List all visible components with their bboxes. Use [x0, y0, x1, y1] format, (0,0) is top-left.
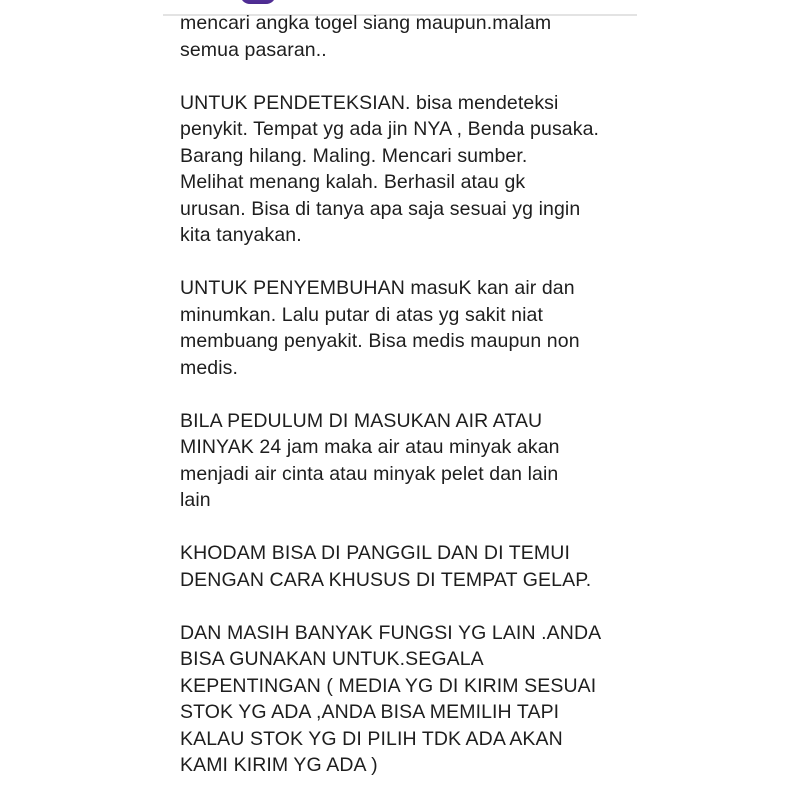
paragraph-healing	[180, 275, 620, 381]
paragraph-khodam	[180, 540, 620, 593]
text-line: medis.	[180, 356, 239, 379]
text-line: KHODAM BISA DI PANGGIL DAN DI TEMUI	[180, 542, 570, 564]
text-line: mencari angka togel siang maupun.malam	[180, 12, 552, 34]
text-line: Melihat menang kalah. Berhasil atau gk	[180, 171, 526, 193]
text-line: UNTUK PENDETEKSIAN. bisa mendeteksi	[180, 91, 559, 114]
text-line: KALAU STOK YG DI PILIH TDK ADA AKAN	[180, 727, 563, 750]
text-line: semua pasaran..	[180, 38, 327, 61]
text-line: membuang penyakit. Bisa medis maupun non	[180, 330, 580, 352]
text-line: BILA PEDULUM DI MASUKAN AIR ATAU	[180, 409, 543, 432]
text-line: Barang hilang. Maling. Mencari sumber.	[180, 144, 528, 167]
text-line: urusan. Bisa di tanya apa saja sesuai yg ingin	[180, 197, 581, 220]
text-line: DENGAN CARA KHUSUS DI TEMPAT GELAP.	[180, 568, 592, 591]
paragraph-detection	[180, 90, 620, 249]
paragraph-lottery	[180, 10, 620, 63]
text-line: KEPENTINGAN ( MEDIA YG DI KIRIM SESUAI	[180, 674, 597, 697]
text-line: menjadi air cinta atau minyak pelet dan lain	[180, 462, 559, 485]
text-line: kita tanyakan.	[180, 224, 302, 246]
text-line: BISA GUNAKAN UNTUK.SEGALA	[180, 648, 484, 670]
text-line: KAMI KIRIM YG ADA )	[180, 754, 378, 776]
text-line: STOK YG ADA ,ANDA BISA MEMILIH TAPI	[180, 701, 560, 723]
text-line: DAN MASIH BANYAK FUNGSI YG LAIN .ANDA	[180, 621, 602, 644]
text-line: minumkan. Lalu putar di atas yg sakit niat	[180, 303, 543, 326]
app-icon	[240, 0, 276, 4]
text-line: MINYAK 24 jam maka air atau minyak akan	[180, 436, 560, 458]
paragraph-pendulum	[180, 408, 620, 514]
text-line: lain	[180, 489, 211, 511]
text-line: UNTUK PENYEMBUHAN masuK kan air dan	[180, 277, 575, 299]
paragraph-other-functions	[180, 620, 620, 779]
description-text	[180, 10, 620, 800]
text-line: penykit. Tempat yg ada jin NYA , Benda pusaka.	[180, 118, 600, 140]
